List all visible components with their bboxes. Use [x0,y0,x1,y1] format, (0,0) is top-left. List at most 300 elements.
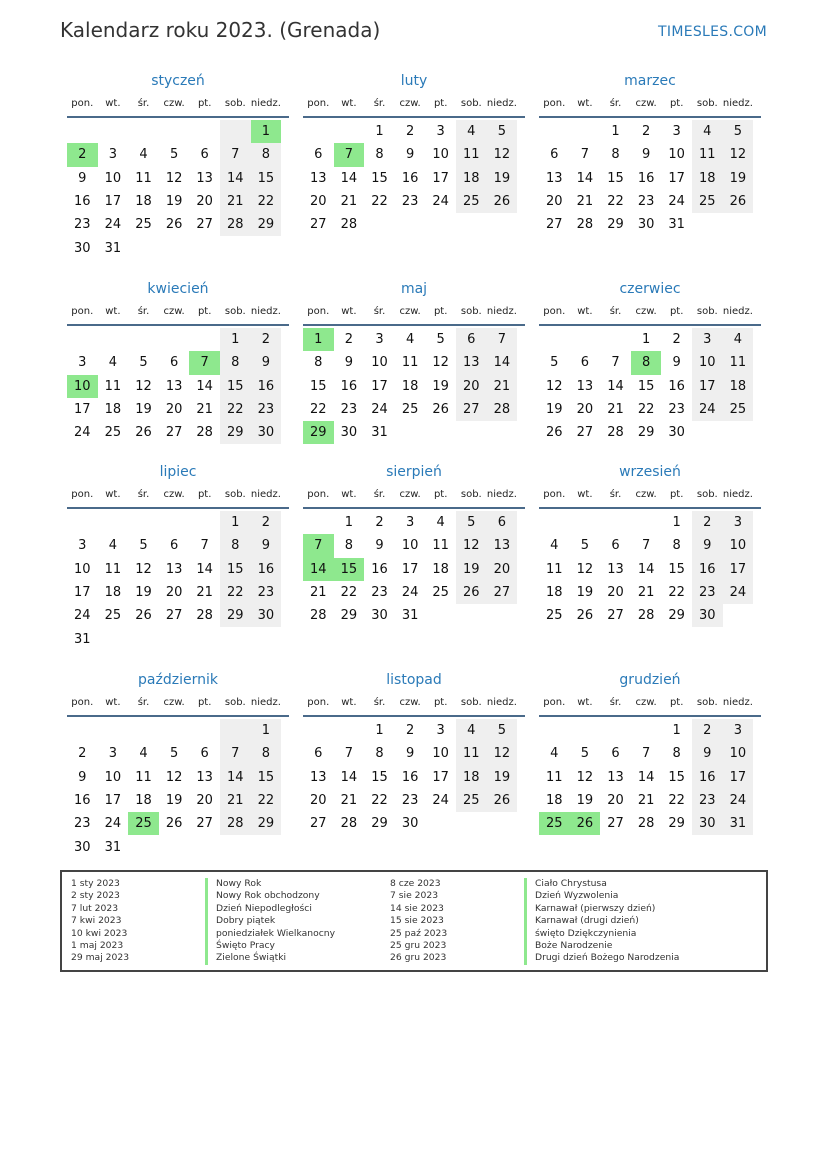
day-cell: 9 [375,538,384,554]
weekday-label: niedz. [250,98,281,109]
weekday-label: śr. [137,489,150,500]
holiday-day-cell: 29 [303,421,334,444]
day-cell: 30 [340,425,358,441]
day-cell: 5 [580,746,590,762]
day-cell: 27 [576,425,594,441]
weekend-day-cell: 19 [456,558,487,581]
month-name: październik [138,672,218,688]
weekend-day-cell: 29 [220,421,251,444]
day-cell: 31 [104,839,122,855]
weekday-label: czw. [635,98,657,109]
weekday-header [539,697,761,717]
weekend-day-cell: 1 [251,719,282,742]
holiday-date: 10 kwi 2023 [71,927,128,939]
day-cell: 10 [104,170,122,186]
day-cell: 24 [104,816,122,832]
day-cell: 12 [165,769,183,785]
holiday-date: 8 cze 2023 [390,878,441,889]
day-cell: 21 [607,401,624,417]
weekend-day-cell: 20 [487,558,518,581]
holiday-name: święto Dziękczynienia [524,928,636,940]
weekday-label: sob. [460,697,482,708]
weekday-label: sob. [696,306,718,317]
day-cell: 23 [340,401,358,417]
day-cell: 3 [108,147,118,163]
day-cell: 13 [196,769,213,785]
weekend-day-cell: 8 [220,351,251,374]
holiday-name: Dzień Niepodległości [205,903,312,915]
weekday-label: śr. [373,697,386,708]
day-cell: 22 [371,193,388,209]
holiday-date: 25 paź 2023 [390,927,448,939]
weekend-day-cell: 23 [251,581,282,604]
day-cell: 5 [139,355,148,371]
holiday-date: 1 sty 2023 [71,878,120,889]
holiday-day-cell: 10 [67,375,98,398]
weekday-label: niedz. [722,98,753,109]
weekday-label: śr. [137,697,150,708]
weekday-label: czw. [399,306,421,317]
day-cell: 18 [546,792,563,808]
weekend-day-cell: 13 [487,534,518,557]
day-cell: 27 [165,608,183,624]
day-cell: 31 [401,608,419,624]
day-cell: 2 [78,746,87,762]
weekday-label: wt. [105,697,121,708]
day-cell: 13 [607,769,624,785]
day-cell: 3 [436,723,445,738]
day-cell: 21 [340,193,358,209]
day-cell: 5 [580,538,590,554]
day-cell: 30 [74,839,91,855]
holiday-date: 7 lut 2023 [71,902,119,914]
day-cell: 4 [436,515,445,530]
weekend-day-cell: 30 [251,604,282,627]
day-cell: 21 [310,584,327,600]
weekend-day-cell: 3 [723,719,754,742]
day-cell: 15 [668,561,685,577]
day-cell: 2 [672,332,681,347]
day-cell: 17 [104,193,122,209]
day-cell: 13 [196,170,213,186]
day-cell: 28 [196,608,213,624]
day-cell: 1 [672,515,681,530]
day-cell: 14 [340,170,358,186]
weekend-day-cell: 31 [723,812,754,835]
day-cell: 4 [139,147,148,163]
day-cell: 26 [135,425,152,441]
day-cell: 7 [641,538,651,554]
weekday-label: wt. [105,489,121,500]
day-cell: 16 [401,170,419,186]
weekend-day-cell: 9 [251,534,282,557]
day-cell: 7 [641,746,651,762]
day-cell: 23 [74,816,91,832]
day-cell: 28 [637,608,655,624]
weekday-label: pon. [543,306,566,317]
day-cell: 20 [165,401,183,417]
weekend-day-cell: 25 [456,789,487,812]
weekday-label: czw. [163,489,185,500]
day-cell: 10 [104,769,122,785]
day-cell: 23 [371,584,388,600]
weekend-day-cell: 22 [220,581,251,604]
weekend-day-cell: 10 [692,351,723,374]
day-cell: 3 [108,746,118,762]
day-cell: 3 [78,538,87,554]
day-cell: 23 [74,217,91,233]
day-cell: 19 [165,193,183,209]
day-cell: 25 [432,584,449,600]
weekday-header [539,98,761,118]
weekend-day-cell: 18 [456,766,487,789]
holiday-date: 7 kwi 2023 [71,915,122,927]
day-cell: 26 [432,401,449,417]
day-cell: 14 [607,378,624,394]
weekday-label: pt. [669,489,684,500]
day-cell: 13 [165,561,183,577]
day-cell: 21 [637,584,655,600]
weekend-day-cell: 1 [220,511,251,534]
weekday-label: śr. [609,489,622,500]
day-cell: 14 [637,769,655,785]
weekend-day-cell: 17 [723,558,754,581]
holiday-day-cell: 1 [303,328,334,351]
holiday-name: Drugi dzień Bożego Narodzenia [524,952,679,964]
day-cell: 5 [169,746,179,762]
day-cell: 2 [405,124,415,139]
weekday-label: czw. [163,697,185,708]
day-cell: 30 [637,217,655,233]
weekday-label: niedz. [486,98,517,109]
day-cell: 2 [405,723,415,738]
weekend-day-cell: 12 [487,742,518,765]
day-cell: 26 [576,608,594,624]
day-cell: 28 [637,816,655,832]
weekday-label: czw. [399,98,421,109]
day-cell: 11 [546,769,563,785]
day-cell: 16 [401,769,419,785]
day-cell: 13 [310,769,327,785]
weekday-label: pon. [71,306,94,317]
weekend-day-cell: 23 [251,398,282,421]
day-cell: 16 [371,561,388,577]
weekend-day-cell: 5 [723,120,754,143]
month-name: listopad [386,672,442,688]
weekend-day-cell: 7 [220,143,251,166]
day-cell: 28 [340,816,358,832]
day-cell: 12 [432,355,449,371]
day-cell: 13 [546,170,563,186]
weekday-label: czw. [163,98,185,109]
weekday-label: pt. [433,489,448,500]
day-cell: 24 [74,425,91,441]
weekend-day-cell: 14 [220,766,251,789]
weekend-day-cell: 6 [456,328,487,351]
weekend-day-cell: 23 [692,581,723,604]
day-cell: 25 [401,401,419,417]
weekday-label: pon. [543,489,566,500]
month-name: marzec [624,73,676,89]
weekend-day-cell: 11 [723,351,754,374]
day-cell: 17 [432,170,449,186]
day-cell: 15 [607,170,624,186]
holiday-name: Dzień Wyzwolenia [524,890,618,902]
weekday-label: niedz. [486,306,517,317]
day-cell: 6 [200,147,209,163]
holiday-date: 26 gru 2023 [390,952,447,964]
weekend-day-cell: 30 [251,421,282,444]
weekend-day-cell: 16 [692,558,723,581]
holiday-day-cell: 2 [67,143,98,166]
day-cell: 16 [74,792,91,808]
weekend-day-cell: 29 [251,812,282,835]
holiday-day-cell: 1 [251,120,282,143]
day-cell: 21 [637,792,655,808]
weekend-day-cell: 4 [692,120,723,143]
day-cell: 10 [74,561,91,577]
holiday-name: Ciało Chrystusa [524,878,607,890]
weekend-day-cell: 9 [692,742,723,765]
weekday-label: pon. [71,489,94,500]
holiday-day-cell: 7 [189,351,220,374]
weekday-label: wt. [105,306,121,317]
day-cell: 13 [165,378,183,394]
weekday-label: pt. [197,697,212,708]
day-cell: 6 [314,746,323,762]
day-cell: 9 [405,746,415,762]
day-cell: 4 [405,332,415,347]
day-cell: 24 [104,217,122,233]
day-cell: 14 [196,378,213,394]
day-cell: 20 [165,584,183,600]
day-cell: 11 [546,561,563,577]
day-cell: 4 [108,538,118,554]
weekend-day-cell: 25 [456,190,487,213]
day-cell: 7 [344,746,354,762]
weekday-label: pon. [307,306,330,317]
day-cell: 27 [196,816,213,832]
day-cell: 10 [432,147,449,163]
weekend-day-cell: 22 [251,190,282,213]
weekday-label: niedz. [250,489,281,500]
day-cell: 8 [611,147,620,163]
weekday-header [67,306,289,326]
day-cell: 22 [371,792,388,808]
day-cell: 14 [576,170,594,186]
weekday-label: sob. [460,489,482,500]
weekend-day-cell: 4 [456,120,487,143]
holiday-day-cell: 26 [570,812,601,835]
day-cell: 17 [432,769,449,785]
day-cell: 11 [135,769,152,785]
weekday-header [303,98,525,118]
day-cell: 9 [672,355,681,371]
weekday-label: pt. [197,489,212,500]
weekday-header [303,697,525,717]
weekend-day-cell: 28 [220,213,251,236]
weekend-day-cell: 2 [692,719,723,742]
day-cell: 6 [550,147,559,163]
day-cell: 22 [340,584,358,600]
weekday-label: pon. [71,697,94,708]
day-cell: 16 [340,378,358,394]
weekday-label: sob. [460,98,482,109]
weekday-label: wt. [341,697,357,708]
day-cell: 27 [607,608,624,624]
weekday-header [539,489,761,509]
holiday-date: 29 maj 2023 [71,952,130,964]
day-cell: 18 [135,792,152,808]
day-cell: 17 [371,378,388,394]
day-cell: 4 [550,746,559,762]
day-cell: 28 [340,217,358,233]
day-cell: 11 [104,561,122,577]
weekend-day-cell: 10 [723,742,754,765]
weekend-day-cell: 7 [487,328,518,351]
day-cell: 30 [668,425,685,441]
holiday-name: Święto Pracy [205,940,275,952]
weekend-day-cell: 5 [487,719,518,742]
day-cell: 29 [637,425,655,441]
weekday-label: niedz. [486,489,517,500]
day-cell: 4 [550,538,559,554]
weekend-day-cell: 27 [487,581,518,604]
day-cell: 5 [550,355,559,371]
day-cell: 1 [641,332,651,347]
day-cell: 8 [375,746,384,762]
weekend-day-cell: 11 [692,143,723,166]
day-cell: 16 [637,170,655,186]
day-cell: 24 [668,193,685,209]
weekday-label: czw. [163,306,185,317]
day-cell: 6 [314,147,323,163]
weekend-day-cell: 19 [487,167,518,190]
weekday-header [67,98,289,118]
day-cell: 22 [310,401,327,417]
holiday-name: Boże Narodzenie [524,940,612,952]
weekend-day-cell: 12 [456,534,487,557]
day-cell: 20 [310,792,327,808]
weekend-day-cell: 14 [220,167,251,190]
day-cell: 2 [344,332,354,347]
weekend-day-cell: 1 [220,328,251,351]
day-cell: 17 [401,561,419,577]
day-cell: 3 [405,515,415,530]
weekend-day-cell: 14 [487,351,518,374]
weekday-label: czw. [399,697,421,708]
day-cell: 23 [401,792,419,808]
weekday-label: śr. [137,98,150,109]
day-cell: 19 [576,792,594,808]
day-cell: 18 [104,584,122,600]
day-cell: 27 [607,816,624,832]
day-cell: 3 [436,124,445,139]
day-cell: 14 [637,561,655,577]
day-cell: 4 [139,746,148,762]
day-cell: 3 [78,355,87,371]
day-cell: 16 [668,378,685,394]
day-cell: 1 [375,124,384,139]
holiday-name: Karnawał (drugi dzień) [524,915,639,927]
weekend-day-cell: 16 [251,375,282,398]
weekend-day-cell: 22 [251,789,282,812]
brand-link[interactable]: TIMESLES.COM [658,24,767,40]
day-cell: 1 [611,124,620,139]
day-cell: 29 [607,217,624,233]
day-cell: 8 [375,147,384,163]
day-cell: 21 [340,792,358,808]
month-name: grudzień [619,672,681,688]
day-cell: 3 [375,332,384,347]
weekday-label: sob. [224,98,246,109]
weekday-label: sob. [224,306,246,317]
day-cell: 17 [104,792,122,808]
weekday-label: pon. [307,697,330,708]
weekday-label: pt. [669,697,684,708]
weekday-label: śr. [609,697,622,708]
weekend-day-cell: 8 [251,143,282,166]
day-cell: 8 [314,355,323,371]
day-cell: 22 [668,584,685,600]
weekend-day-cell: 15 [251,766,282,789]
weekday-label: niedz. [250,697,281,708]
day-cell: 13 [310,170,327,186]
day-cell: 28 [310,608,327,624]
weekend-day-cell: 10 [723,534,754,557]
day-cell: 5 [169,147,179,163]
day-cell: 31 [74,631,91,647]
weekday-label: niedz. [486,697,517,708]
day-cell: 15 [371,170,388,186]
day-cell: 11 [432,538,449,554]
weekday-label: wt. [341,489,357,500]
day-cell: 25 [104,425,122,441]
day-cell: 2 [375,515,384,530]
weekday-label: śr. [137,306,150,317]
day-cell: 11 [135,170,152,186]
weekday-label: czw. [635,306,657,317]
day-cell: 6 [169,538,179,554]
day-cell: 23 [637,193,655,209]
weekend-day-cell: 9 [251,351,282,374]
day-cell: 12 [576,561,594,577]
day-cell: 26 [135,608,152,624]
weekend-day-cell: 29 [251,213,282,236]
day-cell: 22 [637,401,655,417]
weekday-header [303,489,525,509]
weekend-day-cell: 24 [692,398,723,421]
weekend-day-cell: 17 [692,375,723,398]
day-cell: 6 [611,746,620,762]
day-cell: 8 [672,746,681,762]
weekday-label: śr. [609,306,622,317]
weekend-day-cell: 21 [220,190,251,213]
day-cell: 1 [375,723,384,738]
day-cell: 24 [432,193,449,209]
weekend-day-cell: 7 [220,742,251,765]
day-cell: 24 [74,608,91,624]
day-cell: 24 [401,584,419,600]
day-cell: 18 [401,378,419,394]
day-cell: 28 [607,425,624,441]
weekday-label: pt. [669,306,684,317]
day-cell: 15 [668,769,685,785]
day-cell: 31 [371,425,388,441]
day-cell: 28 [196,425,213,441]
weekend-day-cell: 2 [251,328,282,351]
day-cell: 13 [576,378,594,394]
